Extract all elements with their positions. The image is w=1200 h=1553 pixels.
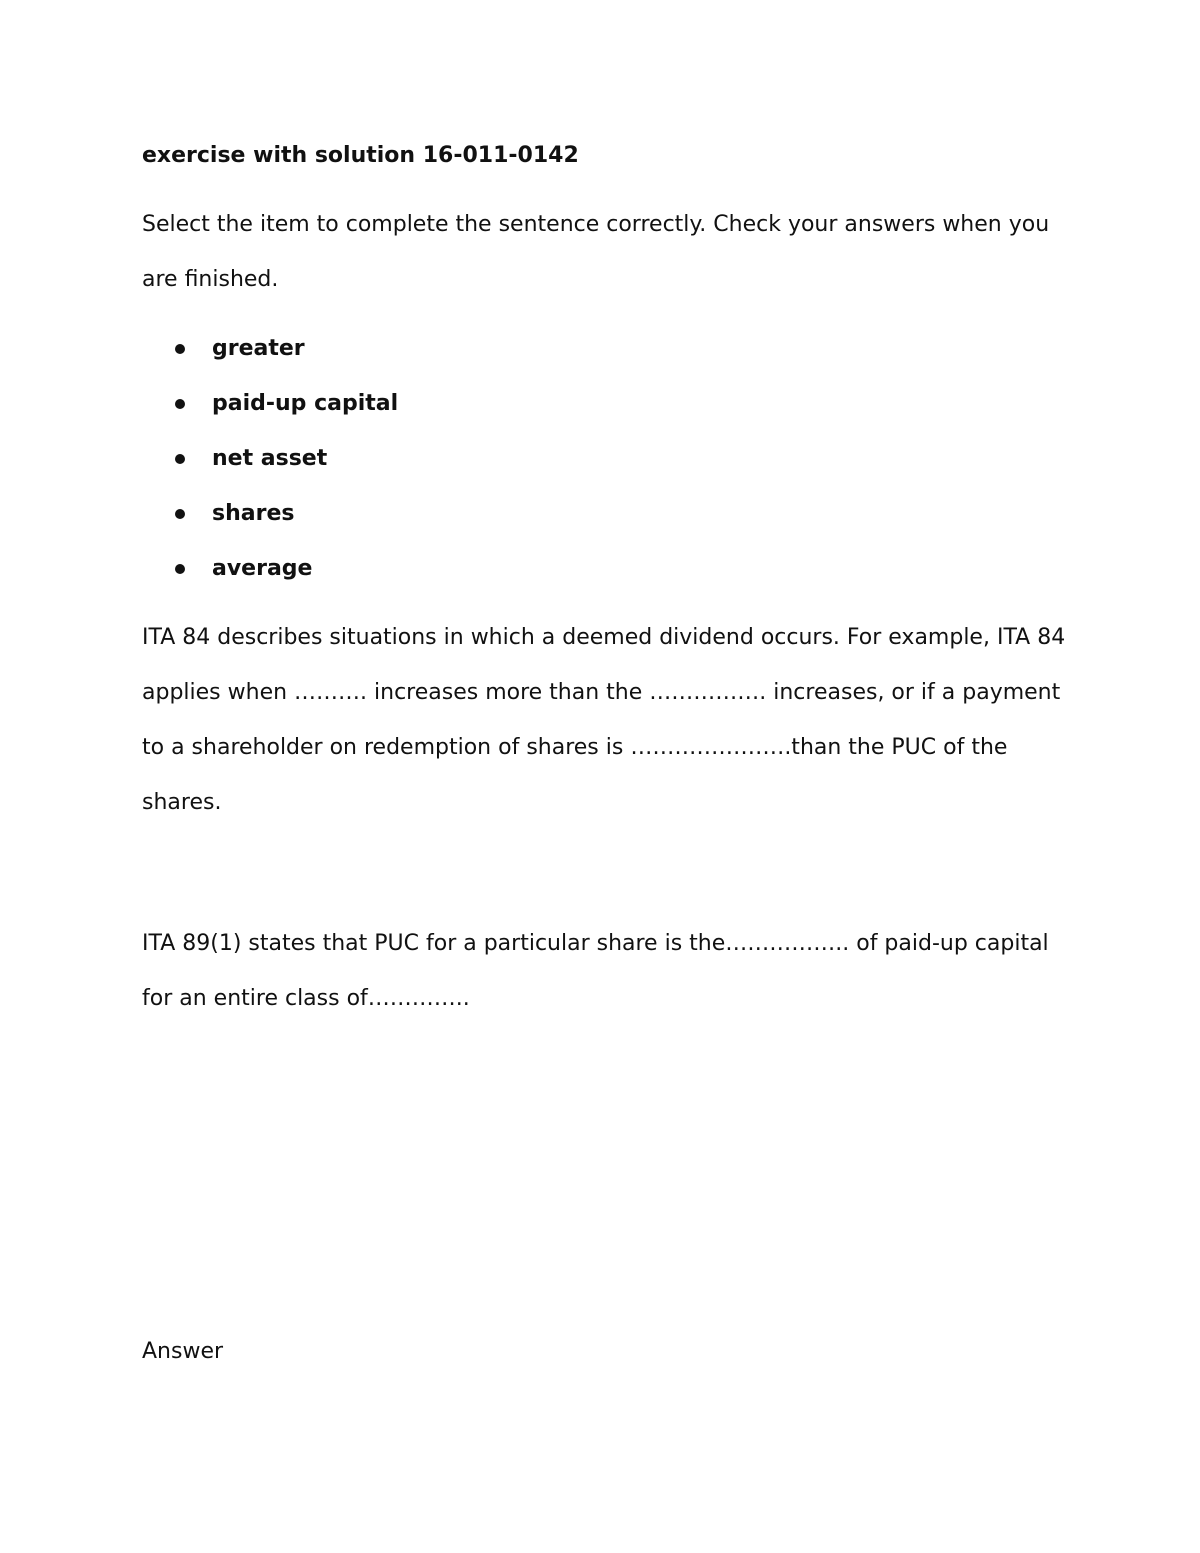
option-label: shares — [212, 501, 295, 526]
option-label: average — [212, 556, 313, 581]
bullet-icon — [175, 454, 185, 464]
question-2-text: ITA 89(1) states that PUC for a particular share is the…………….. of paid-up capital for an entire class of………….. — [142, 931, 1049, 1011]
answer-label: Answer — [142, 1339, 224, 1364]
bullet-icon — [175, 344, 185, 354]
option-label: greater — [212, 336, 305, 361]
bullet-icon — [175, 564, 185, 574]
option-list — [142, 321, 1067, 596]
option-item — [142, 431, 1067, 486]
option-item — [142, 541, 1067, 596]
instructions-text: Select the item to complete the sentence correctly. Check your answers when you are finished. — [142, 212, 1050, 292]
option-label: paid-up capital — [212, 391, 399, 416]
document-title: exercise with solution 16-011-0142 — [142, 143, 579, 168]
option-item — [142, 486, 1067, 541]
document-page — [142, 128, 1067, 1026]
bullet-icon — [175, 509, 185, 519]
option-item — [142, 321, 1067, 376]
question-1-text: ITA 84 describes situations in which a deemed dividend occurs. For example, ITA 84 applies when ………. increases more than the ……………. increases, or if a payment to a shareholder on redemption of shares is ………………….than the PUC of the shares. — [142, 625, 1066, 815]
bullet-icon — [175, 399, 185, 409]
option-item — [142, 376, 1067, 431]
option-label: net asset — [212, 446, 328, 471]
